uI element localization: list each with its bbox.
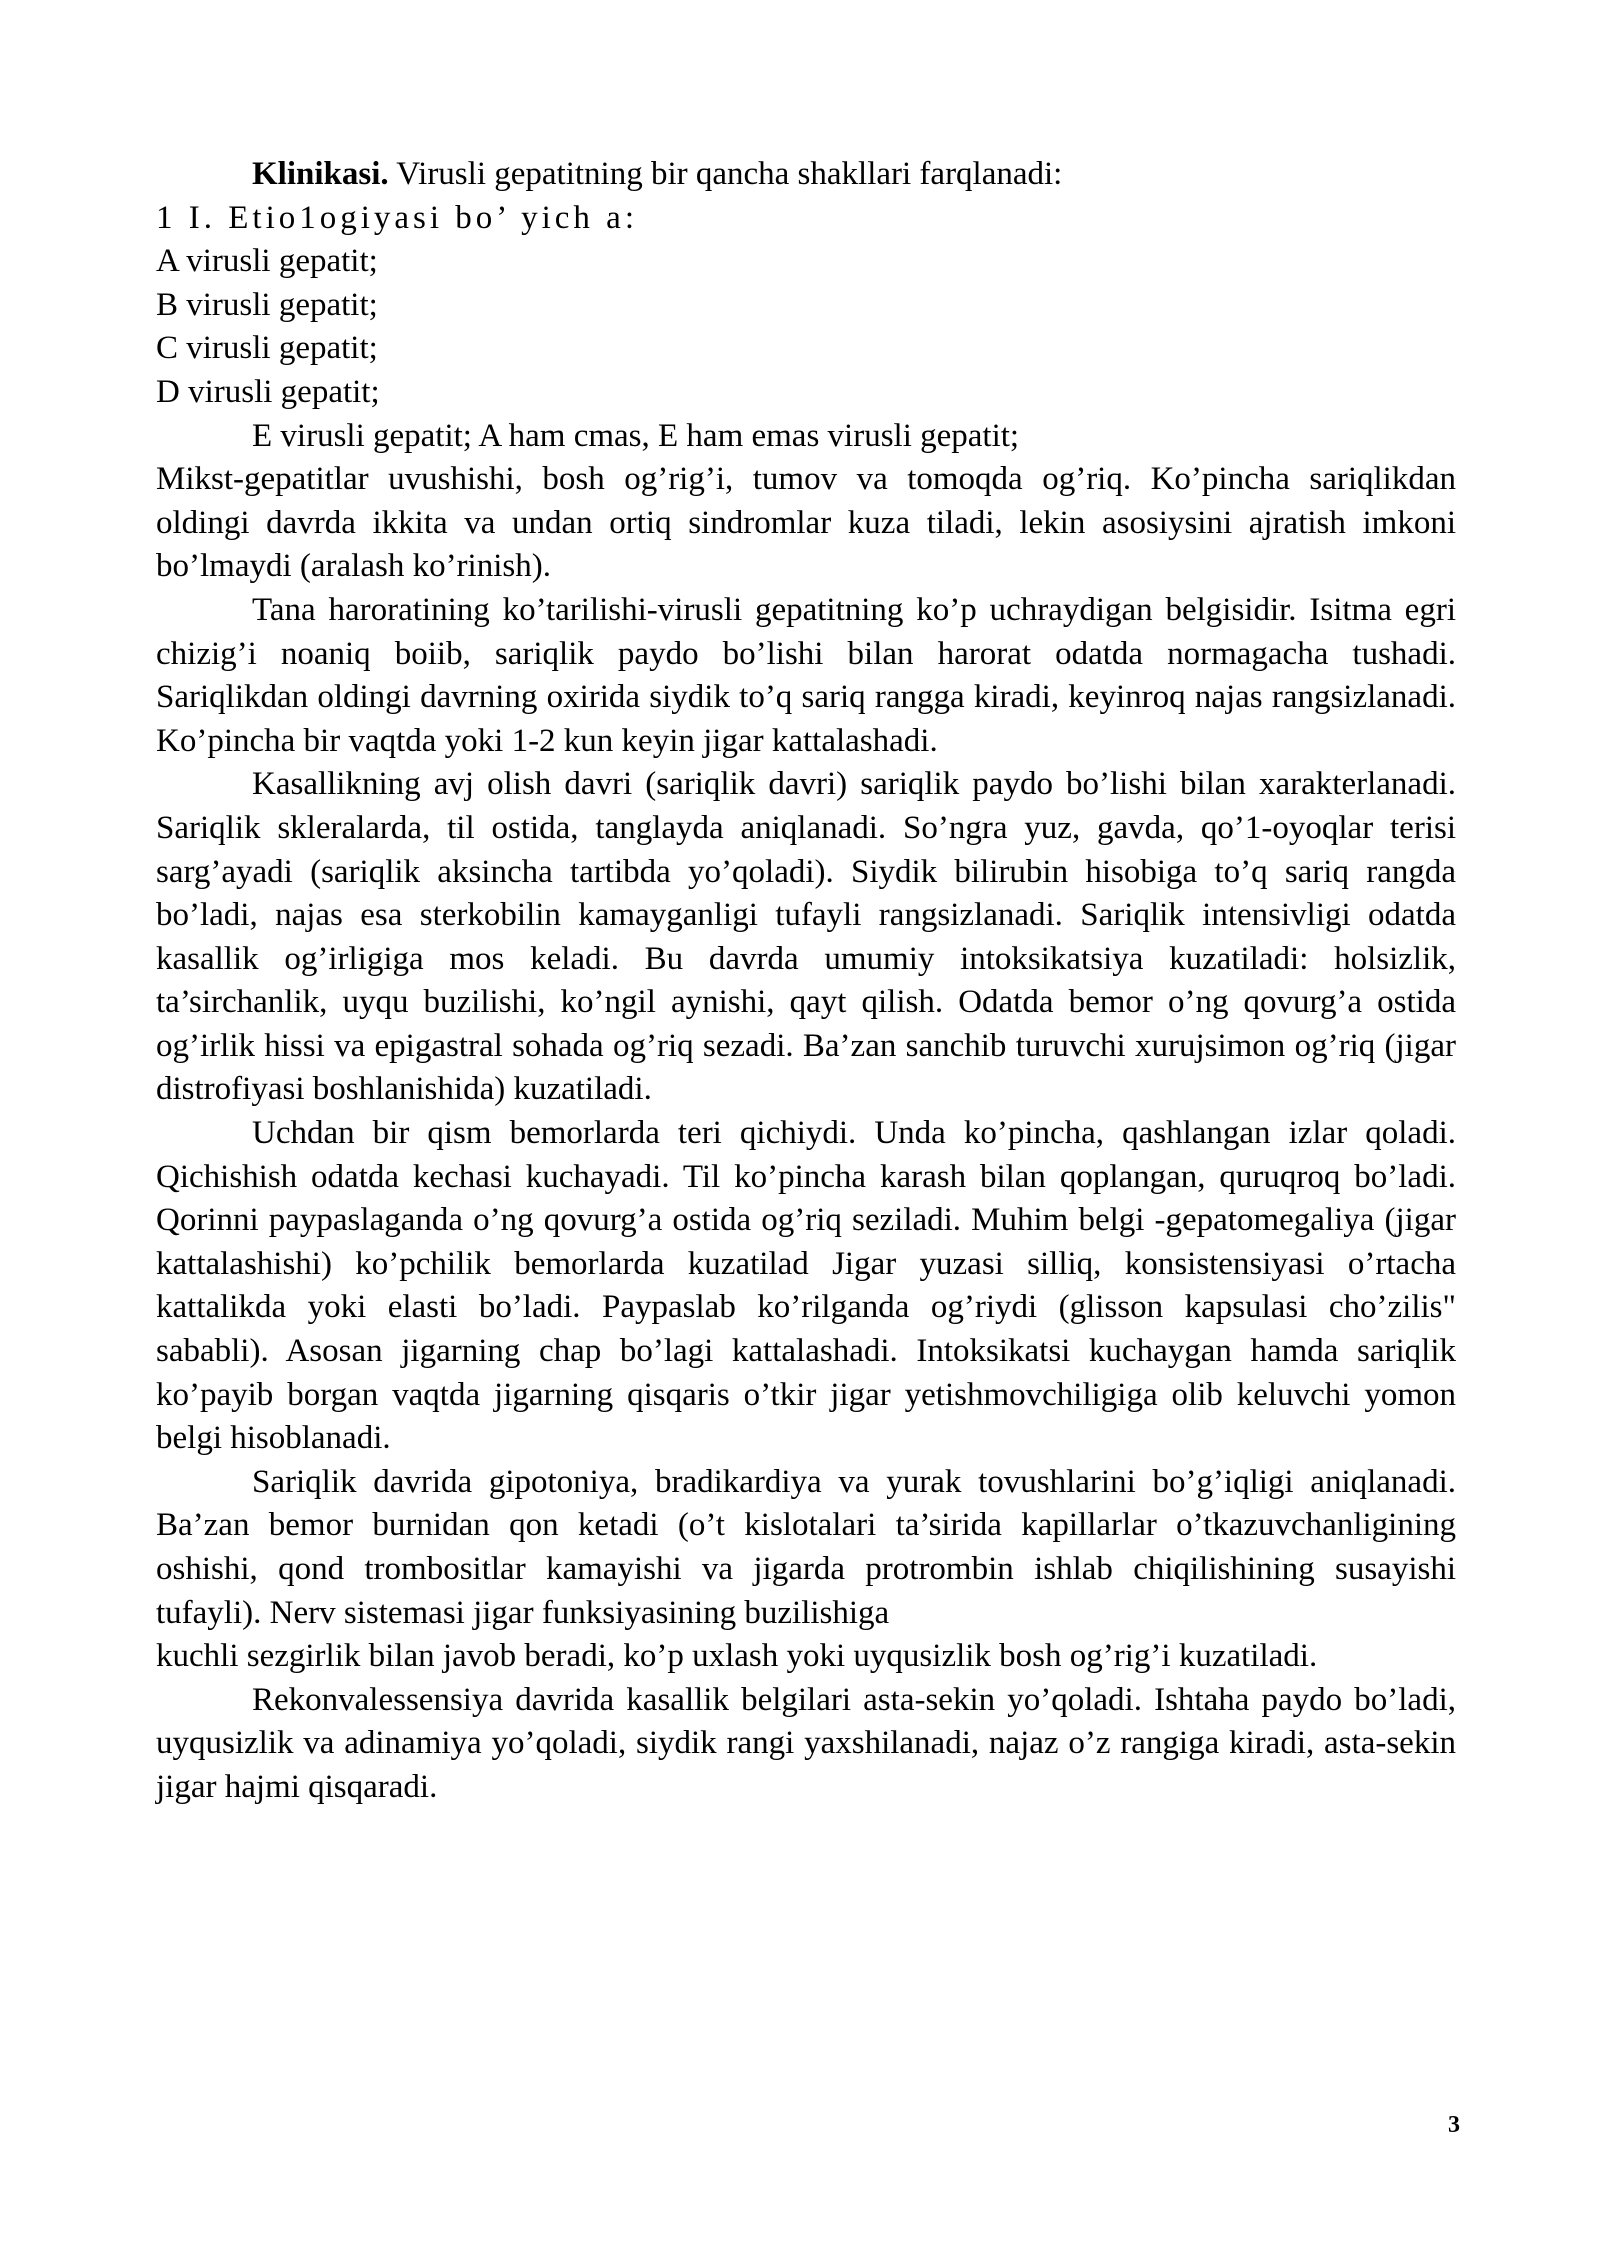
heading-line	[156, 153, 1456, 197]
paragraph: Kasallikning avj olish davri (sariqlik davri) sariqlik paydo bo’lishi bilan xarakterlanadi. Sariqlik skleralarda, til ostida, tanglayda aniqlanadi. So’ngra yuz, gavda, qo’1-oyoqlar terisi sarg’ayadi (sariqlik aksincha tartibda yo’qoladi). Siydik bilirubin hisobiga to’q sariq rangda bo’ladi, najas esa sterkobilin kamayganligi tufayli rangsizlanadi. Sariqlik intensivligi odatda kasallik og’irligiga mos keladi. Bu davrda umumiy intoksikatsiya kuzatiladi: holsizlik, ta’sirchanlik, uyqu buzilishi, ko’ngil aynishi, qayt qilish. Odatda bemor o’ng qovurg’a ostida og’irlik hissi va epigastral sohada og’riq sezadi. Ba’zan sanchib turuvchi xurujsimon og’riq (jigar distrofiyasi boshlanishida) kuzatiladi.	[156, 766, 1456, 1108]
list-item: D virusli gepatit;	[156, 373, 380, 410]
list-item: B virusli gepatit;	[156, 286, 378, 323]
section-title: Klinikasi.	[252, 156, 389, 192]
paragraph: Uchdan bir qism bemorlarda teri qichiydi. Unda ko’pincha, qashlangan izlar qoladi. Qichishish odatda kechasi kuchayadi. Til ko’pincha karash bilan qoplangan, quruqroq bo’ladi. Qorinni paypaslaganda o’ng qovurg’a ostida og’riq seziladi. Muhim belgi -gepatomegaliya (jigar kattalashishi) ko’pchilik bemorlarda kuzatilad Jigar yuzasi silliq, konsistensiyasi o’rtacha kattalikda yoki elasti bo’ladi. Paypaslab ko’rilganda og’riydi (glisson kapsulasi cho’zilis" sababli). Asosan jigarning chap bo’lagi kattalashadi. Intoksikatsi kuchaygan hamda sariqlik ko’payib borgan vaqtda jigarning qisqaris o’tkir jigar yetishmovchiligiga olib keluvchi yomon belgi hisoblanadi.	[156, 1115, 1456, 1457]
heading-text: Virusli gepatitning bir qancha shakllari farqlanadi:	[388, 156, 1063, 192]
page-number: 3	[1448, 2112, 1460, 2138]
paragraph: Rekonvalessensiya davrida kasallik belgilari asta-sekin yo’qoladi. Ishtaha paydo bo’ladi, uyqusizlik va adinamiya yo’qoladi, siydik rangi yaxshilanadi, najaz o’z rangiga kiradi, asta-sekin jigar hajmi qisqaradi.	[156, 1681, 1456, 1805]
paragraph: Sariqlik davrida gipotoniya, bradikardiya va yurak tovushlarini bo’g’iqligi aniqlanadi. Ba’zan bemor burnidan qon ketadi (o’t kislotalari ta’sirida kapillarlar o’tkazuvchanligining oshishi, qond trombositlar kamayishi va jigarda protrombin ishlab chiqilishining susayishi tufayli). Nerv sistemasi jigar funksiyasining buzilishiga	[156, 1463, 1456, 1631]
paragraph: Mikst-gepatitlar uvushishi, bosh og’rig’i, tumov va tomoqda og’riq. Ko’pincha sariqlikdan oldingi davrda ikkita va undan ortiq sindromlar kuza tiladi, lekin asosiysini ajratish imkoni bo’lmaydi (aralash ko’rinish).	[156, 461, 1456, 585]
paragraph-continuation: kuchli sezgirlik bilan javob beradi, ko’p uxlash yoki uyqusizlik bosh og’rig’i kuzatiladi.	[156, 1638, 1318, 1675]
list-item: C virusli gepatit;	[156, 330, 378, 367]
paragraph: Tana haroratining ko’tarilishi-virusli gepatitning ko’p uchraydigan belgisidir. Isitma egri chizig’i noaniq boiib, sariqlik paydo bo’lishi bilan harorat odatda normagacha tushadi. Sariqlikdan oldingi davrning oxirida siydik to’q sariq rangga kiradi, keyinroq najas rangsizlanadi. Ko’pincha bir vaqtda yoki 1-2 kun keyin jigar kattalashadi.	[156, 591, 1456, 759]
etiology-line: 1 I. Etio1ogiyasi bo’ yich a:	[156, 199, 638, 236]
document-body	[156, 153, 1456, 1810]
list-item: A virusli gepatit;	[156, 243, 378, 280]
indented-list-item: E virusli gepatit; A ham cmas, E ham emas virusli gepatit;	[252, 417, 1020, 454]
